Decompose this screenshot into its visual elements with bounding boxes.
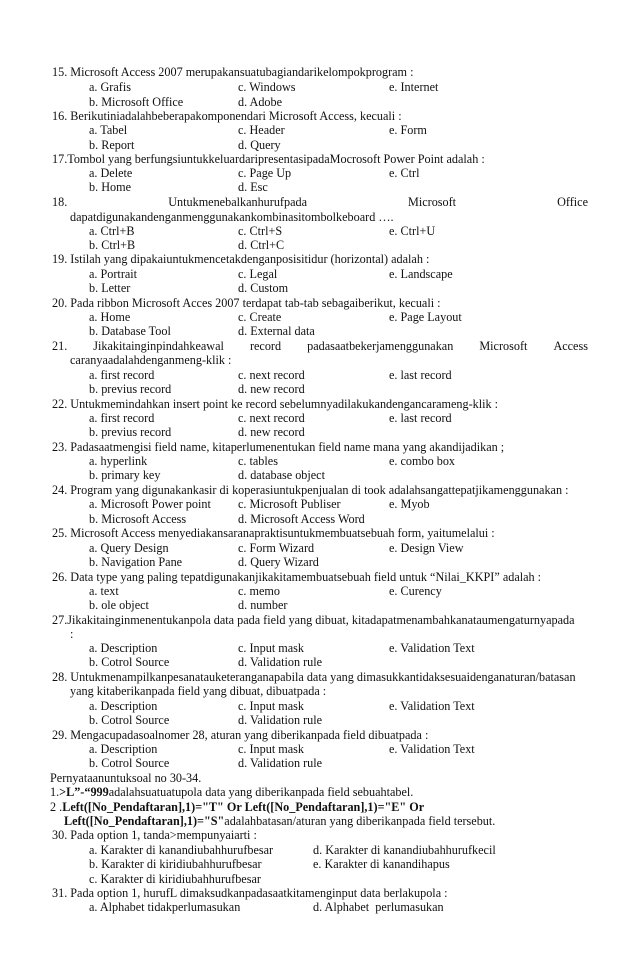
- option: b. Database Tool: [89, 324, 171, 338]
- option: d. Validation rule: [238, 713, 323, 727]
- question-15: 15. Microsoft Access 2007 merupakansuatubagiandarikelompokprogram :: [52, 65, 414, 79]
- option: d. Ctrl+C: [238, 238, 285, 252]
- option: a. Ctrl+B: [89, 224, 135, 238]
- option: c. Create: [238, 310, 282, 324]
- statement-pattern: >L”-“999: [59, 785, 109, 799]
- option: b. previus record: [89, 425, 172, 439]
- question-part: Office: [557, 195, 588, 209]
- question-24: 24. Program yang digunakankasir di koperasiuntukpenjualan di took adalahsangattepatjikamenggunakan :: [52, 483, 569, 497]
- question-part: padasaatbekerjamenggunakan: [307, 339, 454, 353]
- question-part: Microsoft: [408, 195, 457, 209]
- option: b. Report: [89, 138, 135, 152]
- statement-number: 1.: [50, 785, 60, 799]
- question-17: 17.Tombol yang berfungsiuntukkeluardaripresentasipadaMocrosoft Power Point adalah :: [52, 152, 485, 166]
- option: d. new record: [238, 382, 305, 396]
- option: e. Landscape: [389, 267, 453, 281]
- option: d. Esc: [238, 180, 268, 194]
- option: a. Grafis: [89, 80, 131, 94]
- question-part: Untukmenebalkanhurufpada: [168, 195, 307, 209]
- option: b. Karakter di kiridiubahhurufbesar: [89, 857, 262, 871]
- option: e. Ctrl+U: [389, 224, 436, 238]
- question-28: 28. Untukmenampilkanpesanatauketeranganapabila data yang dimasukkantidaksesuaidenganaturan/batasan: [52, 670, 576, 684]
- option: c. Legal: [238, 267, 278, 281]
- option: e. Validation Text: [389, 641, 475, 655]
- option: d. database object: [238, 468, 325, 482]
- option: b. Cotrol Source: [89, 655, 170, 669]
- question-30: 30. Pada option 1, tanda>mempunyaiarti :: [52, 828, 257, 842]
- option: d. Custom: [238, 281, 289, 295]
- question-part: record: [249, 339, 282, 353]
- option: e. Form: [389, 123, 427, 137]
- question-continuation: dapatdigunakandenganmenggunakankombinasitombolkeboard ….: [70, 210, 394, 224]
- option: e. Karakter di kanandihapus: [313, 857, 450, 871]
- option: d. Query Wizard: [238, 555, 319, 569]
- option: a. Karakter di kanandiubahhurufbesar: [89, 843, 274, 857]
- option: c. Form Wizard: [238, 541, 315, 555]
- option: c. next record: [238, 411, 305, 425]
- option: e. Validation Text: [389, 742, 475, 756]
- question-19: 19. Istilah yang dipakaiuntukmencetakdenganposisitidur (horizontal) adalah :: [52, 252, 430, 266]
- option: e. combo box: [389, 454, 456, 468]
- option: e. Myob: [389, 497, 430, 511]
- option: b. Cotrol Source: [89, 756, 170, 770]
- question-continuation: :: [70, 627, 74, 641]
- option: e. Design View: [389, 541, 464, 555]
- question-21: [52, 339, 588, 354]
- option: d. number: [238, 598, 288, 612]
- option: c. Karakter di kiridiubahhurufbesar: [89, 872, 261, 886]
- option: d. Alphabet perlumasukan: [313, 900, 444, 914]
- option: d. Karakter di kanandiubahhurufkecil: [313, 843, 496, 857]
- option: a. Delete: [89, 166, 133, 180]
- question-continuation: caranyaadalahdenganmeng-klik :: [70, 353, 232, 367]
- option: d. Adobe: [238, 95, 283, 109]
- option: a. first record: [89, 368, 155, 382]
- option: c. Microsoft Publiser: [238, 497, 341, 511]
- option: c. Ctrl+S: [238, 224, 283, 238]
- option: d. Validation rule: [238, 756, 323, 770]
- option: d. External data: [238, 324, 315, 338]
- option: e. last record: [389, 411, 452, 425]
- option: e. last record: [389, 368, 452, 382]
- option: b. primary key: [89, 468, 161, 482]
- option: d. Validation rule: [238, 655, 323, 669]
- option: a. Tabel: [89, 123, 128, 137]
- option: d. Microsoft Access Word: [238, 512, 365, 526]
- option: c. next record: [238, 368, 305, 382]
- option: a. Description: [89, 699, 158, 713]
- option: b. ole object: [89, 598, 149, 612]
- statement-line-1: [50, 785, 413, 800]
- option: e. Curency: [389, 584, 442, 598]
- option: b. Navigation Pane: [89, 555, 183, 569]
- statement-formula: Left([No_Pendaftaran],1)="T" Or Left([No_Pendaftaran],1)="E" Or: [62, 800, 425, 814]
- statement-intro: Pernyataanuntuksoal no 30-34.: [50, 771, 202, 785]
- question-part: Microsoft: [479, 339, 528, 353]
- option: b. Microsoft Office: [89, 95, 184, 109]
- option: a. Home: [89, 310, 131, 324]
- statement-text: adalahbatasan/aturan yang diberikanpada field tersebut.: [224, 814, 496, 828]
- option: a. Microsoft Power point: [89, 497, 211, 511]
- question-16: 16. Berikutiniadalahbeberapakomponendari Microsoft Access, kecuali :: [52, 109, 402, 123]
- statement-text: adalahsuatuatupola data yang diberikanpada field sebuahtabel.: [108, 785, 414, 799]
- question-part: 21.: [52, 339, 68, 353]
- question-31: 31. Pada option 1, hurufL dimaksudkanpadasaatkitamenginput data berlakupola :: [52, 886, 448, 900]
- option: e. Validation Text: [389, 699, 475, 713]
- statement-line-2: [50, 800, 424, 815]
- option: b. previus record: [89, 382, 172, 396]
- statement-formula: Left([No_Pendaftaran],1)="S": [64, 814, 225, 828]
- option: a. text: [89, 584, 119, 598]
- option: d. new record: [238, 425, 305, 439]
- option: a. Description: [89, 641, 158, 655]
- option: a. Query Design: [89, 541, 169, 555]
- option: a. first record: [89, 411, 155, 425]
- option: a. Description: [89, 742, 158, 756]
- question-29: 29. Mengacupadasoalnomer 28, aturan yang diberikanpada field dibuatpada :: [52, 728, 429, 742]
- question-part: Access: [553, 339, 588, 353]
- option: d. Query: [238, 138, 281, 152]
- option: c. Input mask: [238, 699, 305, 713]
- option: b. Letter: [89, 281, 131, 295]
- option: c. Windows: [238, 80, 296, 94]
- option: c. Header: [238, 123, 285, 137]
- option: b. Microsoft Access: [89, 512, 187, 526]
- question-part: 18.: [52, 195, 68, 209]
- option: c. Input mask: [238, 641, 305, 655]
- option: c. Page Up: [238, 166, 292, 180]
- option: c. memo: [238, 584, 280, 598]
- option: b. Cotrol Source: [89, 713, 170, 727]
- question-22: 22. Untukmemindahkan insert point ke record sebelumnyadilakukandengancarameng-klik :: [52, 397, 499, 411]
- question-part: Jikakitainginpindahkeawal: [93, 339, 224, 353]
- option: e. Page Layout: [389, 310, 462, 324]
- option: c. Input mask: [238, 742, 305, 756]
- question-20: 20. Pada ribbon Microsoft Acces 2007 terdapat tab-tab sebagaiberikut, kecuali :: [52, 296, 441, 310]
- option: a. Alphabet tidakperlumasukan: [89, 900, 241, 914]
- question-23: 23. Padasaatmengisi field name, kitaperlumenentukan field name mana yang akandijadikan ;: [52, 440, 505, 454]
- option: a. Portrait: [89, 267, 138, 281]
- question-continuation: yang kitaberikanpada field yang dibuat, dibuatpada :: [70, 684, 327, 698]
- option: c. tables: [238, 454, 278, 468]
- question-26: 26. Data type yang paling tepatdigunakanjikakitamembuatsebuah field untuk “Nilai_KKPI” adalah :: [52, 570, 542, 584]
- option: b. Ctrl+B: [89, 238, 136, 252]
- question-18: [52, 195, 588, 210]
- option: a. hyperlink: [89, 454, 148, 468]
- question-27: 27.Jikakitainginmenentukanpola data pada field yang dibuat, kitadapatmenambahkanataumengaturnyapada: [52, 613, 575, 627]
- option: b. Home: [89, 180, 131, 194]
- option: e. Internet: [389, 80, 439, 94]
- statement-number: 2 .: [50, 800, 63, 814]
- option: e. Ctrl: [389, 166, 420, 180]
- question-25: 25. Microsoft Access menyediakansaranapraktisuntukmembuatsebuah form, yaitumelalui :: [52, 526, 495, 540]
- statement-line-2b: [64, 814, 495, 829]
